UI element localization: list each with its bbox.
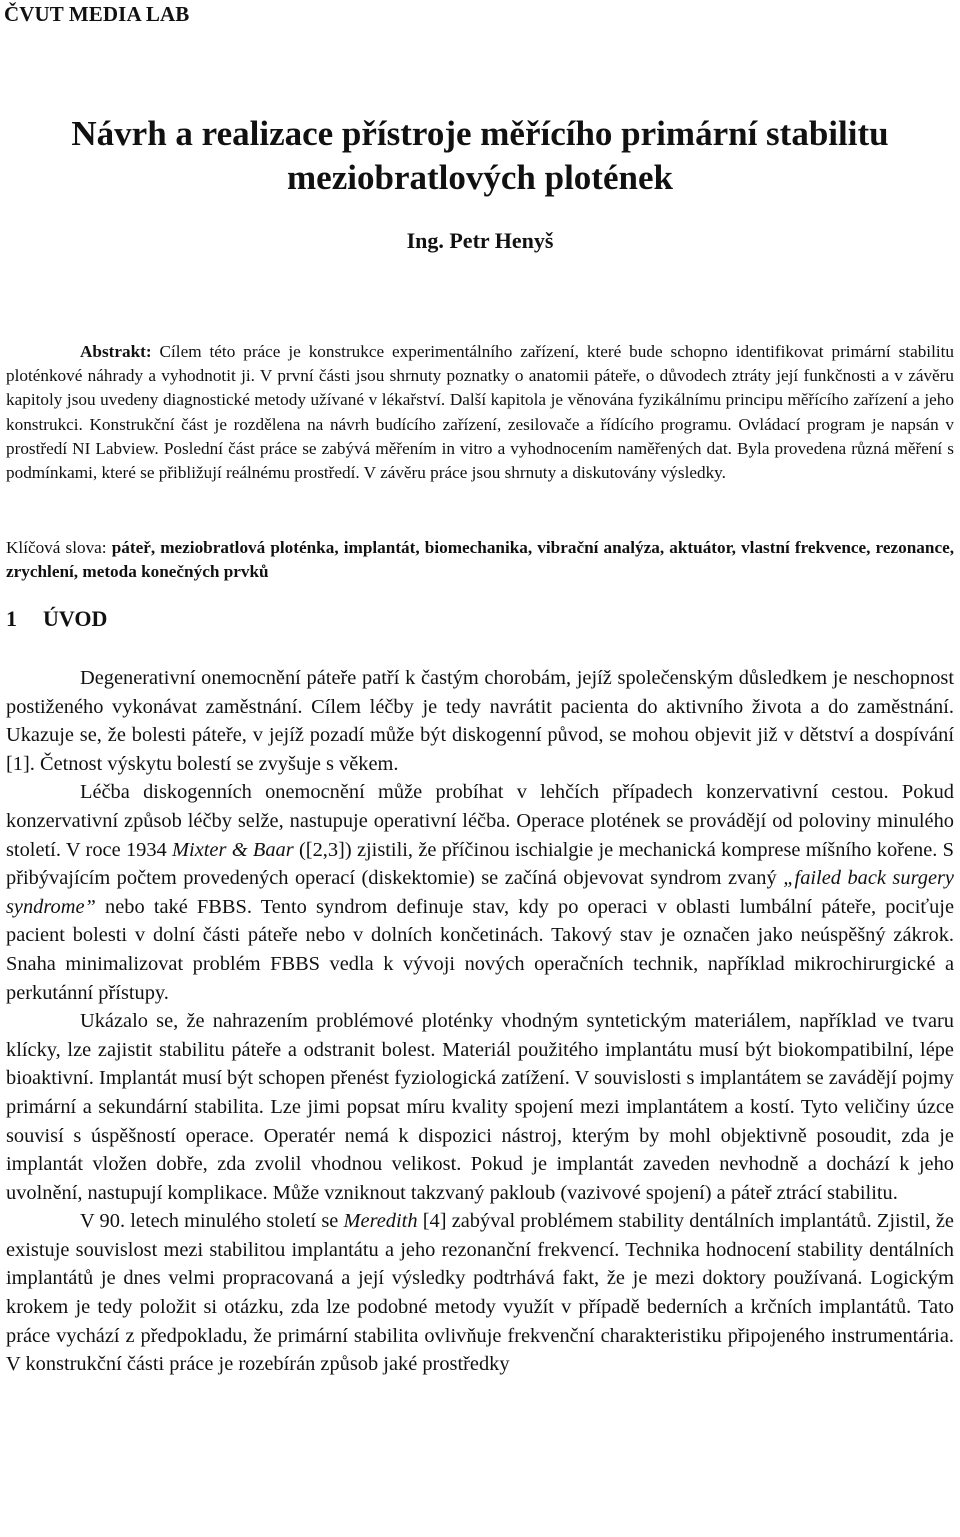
title-line-1: Návrh a realizace přístroje měřícího primární stabilitu	[71, 114, 889, 153]
paragraph-4	[6, 1207, 954, 1379]
paragraph-2-part-a: Léčba diskogenních onemocnění může probíhat v lehčích případech konzervativní cestou. Pokud konzervativní způsob léčby selže, nastupuje operativní léčba. Operace plotének se provádějí od poloviny minulého století. V roce 1934	[6, 781, 954, 861]
paper-title	[0, 112, 960, 200]
syndrome-term: „failed back surgery syndrome”	[6, 867, 954, 918]
title-line-2: meziobratlových plotének	[287, 158, 673, 197]
section-heading	[6, 606, 107, 632]
paragraph-2-part-c: nebo také FBBS. Tento syndrom definuje stav, kdy po operaci v oblasti lumbální páteře, pociťuje pacient bolesti v dolní části páteře nebo v dolních končetinách. Takový stav je označen jako neúspěšný zákrok. Snaha minimalizovat problém FBBS vedla k vývoji nových operačních technik, například mikrochirurgické a perkutánní přístupy.	[6, 895, 954, 1004]
paragraph-2-part-b: ([2,3]) zjistili, že příčinou ischialgie je mechanická komprese míšního kořene. S přibývajícím počtem provedených operací (diskektomie) se začíná objevovat syndrom zvaný	[6, 838, 954, 890]
section-body	[6, 664, 954, 1379]
section-title: ÚVOD	[43, 606, 108, 631]
keywords-block	[6, 536, 954, 584]
abstract-block	[6, 340, 954, 485]
paragraph-4-part-a: V 90. letech minulého století se	[80, 1210, 344, 1233]
author-name: Ing. Petr Henyš	[406, 228, 554, 253]
abstract-label: Abstrakt:	[80, 342, 152, 361]
abstract-text: Cílem této práce je konstrukce experimentálního zařízení, které bude schopno identifikovat primární stabilitu ploténkové náhrady a vyhodnotit ji. V první části jsou shrnuty poznatky o anatomii páteře, o důvodech ztráty její funkčnosti a v závěru kapitoly jsou uvedeny diagnostické metody užívané v lékařství. Další kapitola je věnována fyzikálnímu principu měřícího zařízení a jeho konstrukci. Konstrukční část je rozdělena na návrh budícího zařízení, zesilovače a řídícího programu. Ovládací program je napsán v prostředí NI Labview. Poslední část práce se zabývá měřením in vitro a vyhodnocením naměřených dat. Byla provedena různá měření s podmínkami, které se přibližují reálnému prostředí. V závěru práce jsou shrnuty a diskutovány výsledky.	[6, 342, 954, 483]
paragraph-4-part-b: [4] zabýval problémem stability dentálních implantátů. Zjistil, že existuje souvislost mezi stabilitou implantátu a jeho rezonanční frekvencí. Technika hodnocení stability dentálních implantátů je dnes velmi propracovaná a její výsledky podtrhává fakt, že je mezi doktory používaná. Logickým krokem je tedy položit si otázku, zda lze podobné metody využít v případě bederních a krčních implantátů. Tato práce vychází z předpokladu, že primární stabilita ovlivňuje frekvenční charakteristiku připojeného instrumentária. V konstrukční části práce je rozebírán způsob jaké prostředky	[6, 1210, 954, 1376]
keywords-label: Klíčová slova:	[6, 538, 112, 557]
author-names-mixter-baar: Mixter & Baar	[172, 838, 294, 861]
keywords-terms: páteř, meziobratlová ploténka, implantát, biomechanika, vibrační analýza, aktuátor, vlastní frekvence, rezonance, zrychlení, metoda konečných prvků	[6, 538, 954, 581]
paragraph-2	[6, 778, 954, 1007]
lab-header: ČVUT MEDIA LAB	[4, 2, 190, 26]
section-number: 1	[6, 606, 17, 631]
paragraph-3: Ukázalo se, že nahrazením problémové ploténky vhodným syntetickým materiálem, například ve tvaru klícky, lze zajistit stabilitu páteře a odstranit bolest. Materiál použitého implantátu musí být biokompatibilní, lépe bioaktivní. Implantát musí být schopen přenést fyziologická zatížení. V souvislosti s implantátem se zavádějí pojmy primární a sekundární stabilita. Lze jimi popsat míru kvality spojení mezi implantátem a kostí. Tyto veličiny úzce souvisí s úspěšností operace. Operatér nemá k dispozici nástroj, kterým by mohl objektivně posoudit, zda je implantát vložen dobře, zda zvolil vhodnou velikost. Pokud je implantát zaveden nevhodně a dochází k jeho uvolnění, nastupují komplikace. Může vzniknout takzvaný pakloub (vazivové spojení) a páteř ztrácí stabilitu.	[6, 1010, 954, 1204]
author-name-meredith: Meredith	[343, 1210, 418, 1233]
paragraph-1: Degenerativní onemocnění páteře patří k častým chorobám, jejíž společenským důsledkem je neschopnost postiženého vykonávat zaměstnání. Cílem léčby je tedy navrátit pacienta do aktivního života a do zaměstnání. Ukazuje se, že bolesti páteře, v jejíž pozadí může být diskogenní původ, se mohou objevit již v dětství a dospívání [1]. Četnost výskytu bolestí se zvyšuje s věkem.	[6, 667, 954, 775]
